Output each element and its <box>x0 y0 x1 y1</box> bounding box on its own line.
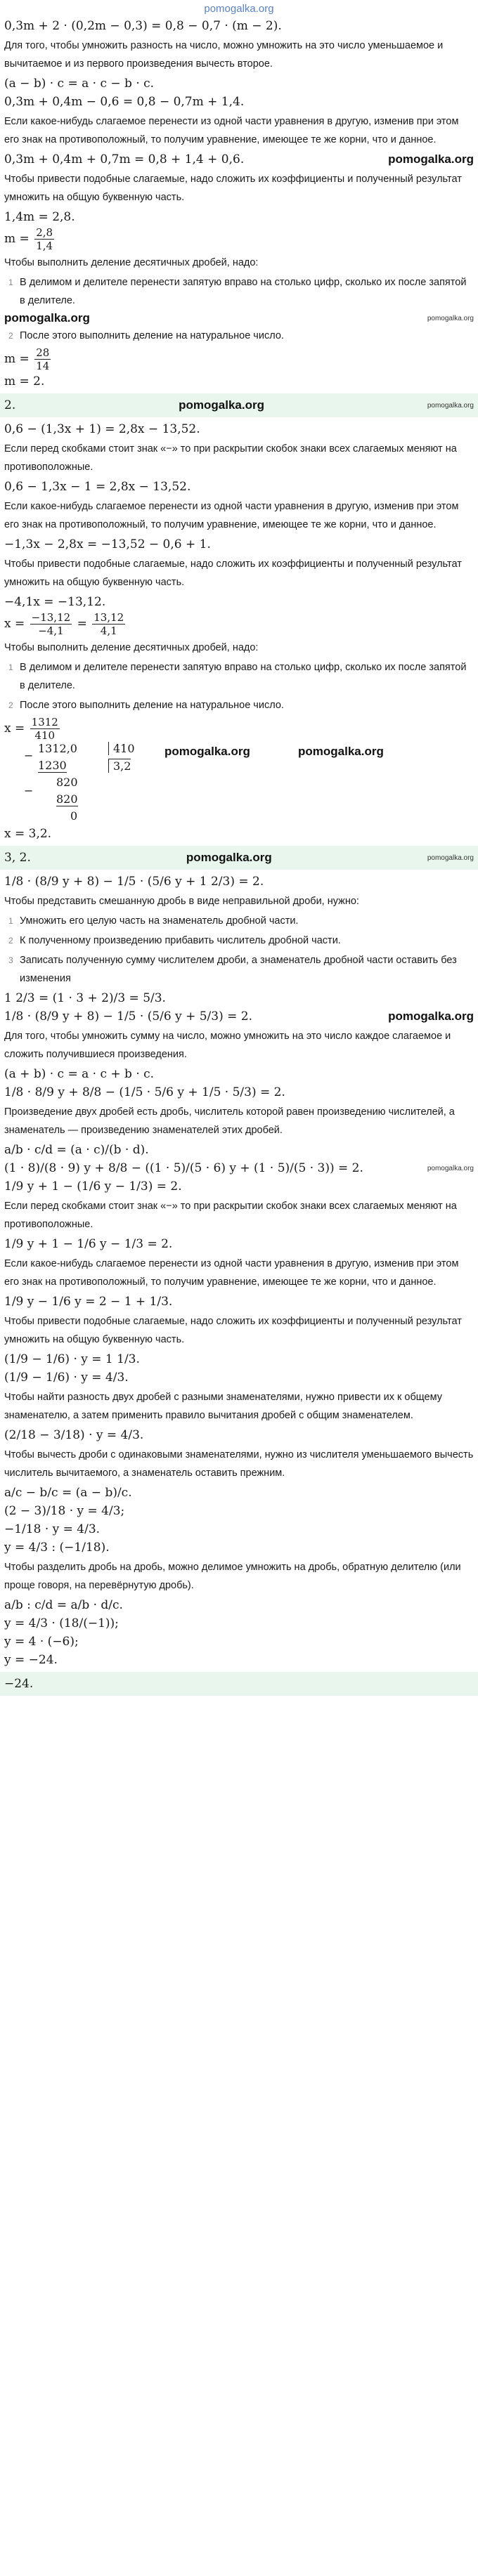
watermark-small: pomogalka.org <box>427 314 474 322</box>
equation-line: 1,4m = 2,8. <box>4 210 75 224</box>
equation-line: y = 4/3 · (18/(−1)); <box>4 1616 119 1630</box>
rule-text: Если перед скобками стоит знак «−» то при раскрытии скобок знаки всех слагаемых меняют на противоположные. <box>4 1201 457 1230</box>
rule-text: Чтобы выполнить деление десятичных дробей, надо: <box>4 642 259 653</box>
equation-line: 1/9 y + 1 − 1/6 y − 1/3 = 2. <box>4 1237 173 1251</box>
answer-line: x = 3,2. <box>4 827 52 841</box>
list-item: 1 В делимом и делителе перенести запятую вправо на столько цифр, сколько их после запятой в делителе. <box>8 277 467 306</box>
rule-text: Для того, чтобы умножить сумму на число, можно умножить на это число каждое слагаемое и сложить получившиеся произведения. <box>4 1031 451 1060</box>
list-item: 3 Записать полученную сумму числителем дроби, а знаменатель дробной части оставить без изменения <box>8 955 457 984</box>
fraction-line: m = $\frac{2,8}{1,4}$ <box>4 226 53 252</box>
rule-text: Если перед скобками стоит знак «−» то при раскрытии скобок знаки всех слагаемых меняют на противоположные. <box>4 443 457 473</box>
list-item: 2 После этого выполнить деление на натуральное число. <box>8 330 284 341</box>
section-header: −24. <box>0 1672 478 1696</box>
equation-line: (2/18 − 3/18) · y = 4/3. <box>4 1428 144 1442</box>
equation-line: −4,1x = −13,12. <box>4 595 106 609</box>
equation-line: y = 4 · (−6); <box>4 1635 79 1649</box>
list-item: 1 Умножить его целую часть на знаменатель дробной части. <box>8 915 299 927</box>
equation-line: (1 · 8)/(8 · 9) y + 8/8 − ((1 · 5)/(5 · 6) y + (1 · 5)/(5 · 3)) = 2. <box>4 1161 363 1175</box>
equation-line: 1 2/3 = (1 · 3 + 2)/3 = 5/3. <box>4 991 166 1005</box>
rule-text: Если какое-нибудь слагаемое перенести из одной части уравнения в другую, изменив при этом его знак на противоположный, то получим уравнение, имеющее те же корни, что и данное. <box>4 116 459 145</box>
equation-line: 0,3m + 0,4m − 0,6 = 0,8 − 0,7m + 1,4. <box>4 95 245 109</box>
fraction-line: x = $\frac{1312}{410}$ <box>4 716 58 742</box>
rule-text: Чтобы привести подобные слагаемые, надо сложить их коэффициенты и полученный результат умножить на общую буквенную часть. <box>4 558 462 588</box>
rule-text: Чтобы найти разность двух дробей с разными знаменателями, нужно привести их к общему знаменателю, а затем применить правило вычитания дробей с общим знаменателем. <box>4 1392 442 1421</box>
answer-line: y = −24. <box>4 1653 58 1667</box>
equation-line: 1/8 · (8/9 y + 8) − 1/5 · (5/6 y + 5/3) = 2. <box>4 1009 253 1024</box>
equation-line: (1/9 − 1/6) · y = 4/3. <box>4 1371 129 1385</box>
rule-text: Чтобы разделить дробь на дробь, можно делимое умножить на дробь, обратную делителю (или проще говоря, на перевёрнутую дробь). <box>4 1562 461 1591</box>
rule-text: Если какое-нибудь слагаемое перенести из одной части уравнения в другую, изменив при этом его знак на противоположный, то получим уравнение, имеющее те же корни, что и данное. <box>4 501 459 530</box>
watermark: pomogalka.org <box>4 311 90 325</box>
site-link[interactable]: pomogalka.org <box>204 3 274 15</box>
equation-line: (2 − 3)/18 · y = 4/3; <box>4 1504 125 1518</box>
equation-line: y = 4/3 : (−1/18). <box>4 1541 110 1555</box>
equation-line: 0,3m + 0,4m + 0,7m = 0,8 + 1,4 + 0,6. <box>4 152 245 166</box>
equation-line: −1,3x − 2,8x = −13,52 − 0,6 + 1. <box>4 537 211 551</box>
list-item: 2 К полученному произведению прибавить числитель дробной части. <box>8 935 341 946</box>
rule-text: Чтобы представить смешанную дробь в виде неправильной дроби, нужно: <box>4 896 359 907</box>
rule-text: Чтобы вычесть дроби с одинаковыми знаменателями, нужно из числителя уменьшаемого вычесть числитель вычитаемого, а знаменатель оставить прежним. <box>4 1449 474 1479</box>
equation-line: (1/9 − 1/6) · y = 1 1/3. <box>4 1352 140 1366</box>
equation-line: 1/9 y + 1 − (1/6 y − 1/3) = 2. <box>4 1179 182 1194</box>
watermark: pomogalka.org <box>388 152 474 166</box>
section-header: 2. pomogalka.org pomogalka.org <box>0 393 478 417</box>
rule-text: Если какое-нибудь слагаемое перенести из одной части уравнения в другую, изменив при этом его знак на противоположный, то получим уравнение, имеющее те же корни, что и данное. <box>4 1258 459 1288</box>
list-item: 2 После этого выполнить деление на натуральное число. <box>8 700 284 711</box>
fraction-line: x = $\frac{-13,12}{-4,1}$ = $\frac{13,12}{4,1}$ <box>4 611 124 637</box>
formula: a/c − b/c = (a − b)/c. <box>4 1486 132 1500</box>
list-item: 1 В делимом и делителе перенести запятую вправо на столько цифр, сколько их после запятой в делителе. <box>8 662 467 691</box>
rule-text: Чтобы выполнить деление десятичных дробей, надо: <box>4 257 259 268</box>
watermark-small: pomogalka.org <box>427 1164 474 1172</box>
fraction-line: m = $\frac{28}{14}$ <box>4 346 50 372</box>
equation-line: 1/9 y − 1/6 y = 2 − 1 + 1/3. <box>4 1295 173 1309</box>
rule-text: Чтобы привести подобные слагаемые, надо сложить их коэффициенты и полученный результат умножить на общую буквенную часть. <box>4 174 462 203</box>
watermark: pomogalka.org <box>388 1009 474 1023</box>
equation-line: −1/18 · y = 4/3. <box>4 1522 101 1536</box>
equation-line: 0,3m + 2 · (0,2m − 0,3) = 0,8 − 0,7 · (m − 2). <box>4 19 282 33</box>
section-header: 3, 2. pomogalka.org pomogalka.org <box>0 846 478 870</box>
formula: (a − b) · c = a · c − b · c. <box>4 77 155 91</box>
rule-text: Произведение двух дробей есть дробь, числитель которой равен произведению числителей, а знаменатель — произведению знаменателей этих дробей. <box>4 1106 455 1136</box>
equation-line: 1/8 · (8/9 y + 8) − 1/5 · (5/6 y + 1 2/3) = 2. <box>4 875 264 889</box>
equation-line: 0,6 − (1,3x + 1) = 2,8x − 13,52. <box>4 422 200 436</box>
equation-line: 0,6 − 1,3x − 1 = 2,8x − 13,52. <box>4 480 191 494</box>
formula: a/b : c/d = a/b · d/c. <box>4 1598 123 1612</box>
long-division: − 1312,0 410 3,2 1230 − 820 820 0 pomogalka.org pomogalka.org <box>24 742 384 823</box>
answer-line: m = 2. <box>4 374 45 388</box>
formula: a/b · c/d = (a · c)/(b · d). <box>4 1143 149 1157</box>
formula: (a + b) · c = a · c + b · c. <box>4 1067 155 1081</box>
equation-line: 1/8 · 8/9 y + 8/8 − (1/5 · 5/6 y + 1/5 · 5/3) = 2. <box>4 1085 285 1099</box>
rule-text: Чтобы привести подобные слагаемые, надо сложить их коэффициенты и полученный результат умножить на общую буквенную часть. <box>4 1316 462 1345</box>
rule-text: Для того, чтобы умножить разность на число, можно умножить на это число уменьшаемое и вычитаемое и из первого произведения вычесть второе. <box>4 40 444 70</box>
